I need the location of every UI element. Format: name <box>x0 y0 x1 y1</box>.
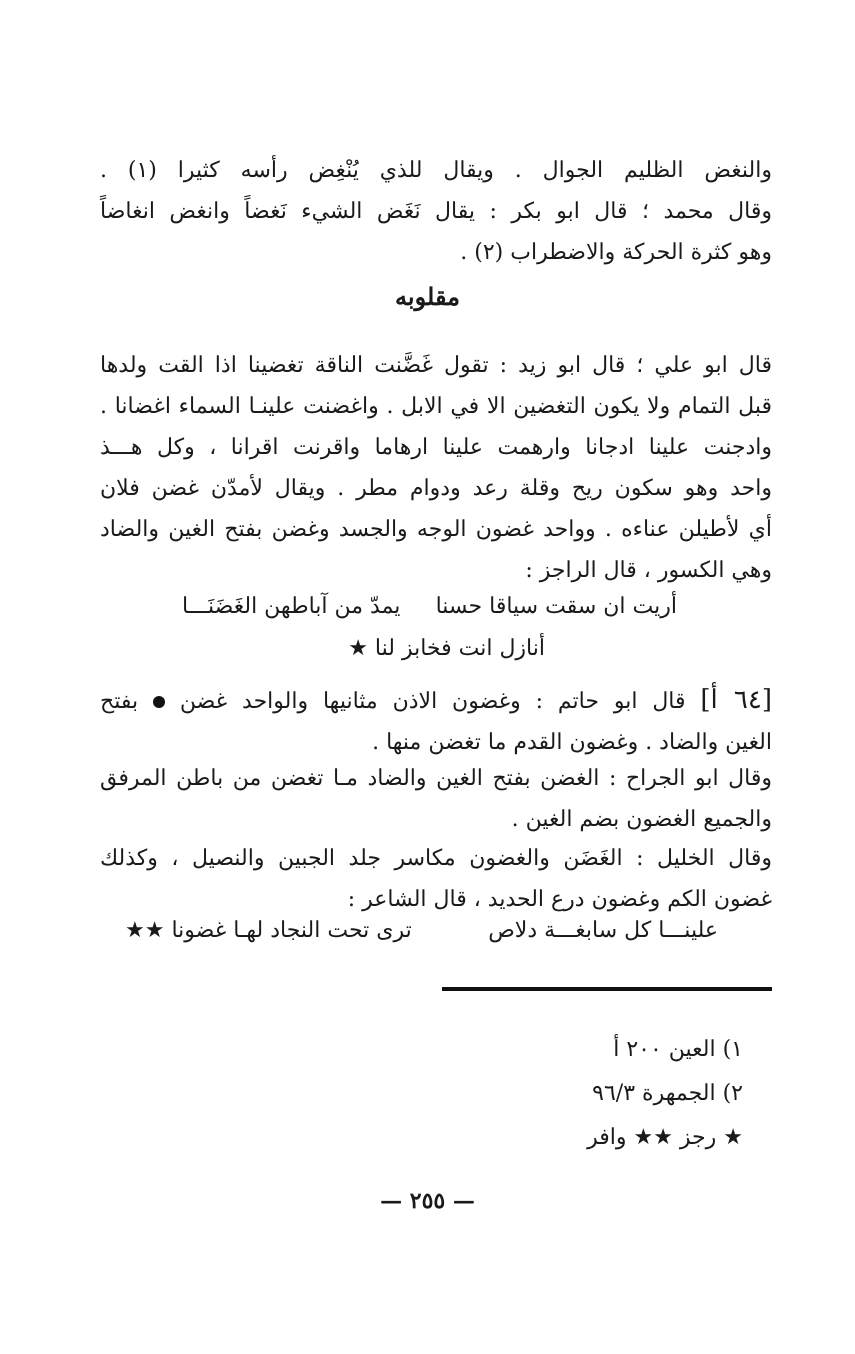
text-line: وقال الخليل : الغَضَن والغضون مكاسر جلد الجبين والنصيل ، وكذلك <box>100 846 772 871</box>
text-line <box>100 680 772 722</box>
text-line: قال ابو علي ؛ قال ابو زيد : تقول غَضَّنت الناقة تغضينا اذا القت ولدها <box>100 353 772 378</box>
footnote-item: ١) العين ٢٠٠ أ <box>613 1037 743 1062</box>
text-line: غضون الكم وغضون درع الحديد ، قال الشاعر : <box>347 887 772 912</box>
footnote-item: ★ رجز ★★ وافر <box>587 1125 743 1150</box>
text-line: والنغض الظليم الجوال . ويقال للذي يُنْغِض رأسه كثيرا (١) . <box>100 158 772 183</box>
text-line: وهي الكسور ، قال الراجز : <box>525 558 772 583</box>
text-line: وقال ابو الجراح : الغضن بفتح الغين والضاد مـا تغضن من باطن المرفق <box>100 766 772 791</box>
text-line: واحد وهو سكون ريح وقلة رعد ودوام مطر . ويقال لأمدّن غضن فلان <box>100 476 772 501</box>
footnotes <box>587 1028 743 1160</box>
text-span: قال ابو حاتم : وغضون الاذن مثانيها والواحد غضن <box>179 689 686 714</box>
paragraph-abu-jarrah <box>100 758 772 840</box>
bullet-dot-icon <box>153 696 165 708</box>
text-line: وهو كثرة الحركة والاضطراب (٢) . <box>460 240 772 265</box>
verse-line: أنازل انت فخابز لنا ★ <box>348 636 545 661</box>
intro-paragraph <box>100 150 772 273</box>
text-line: وقال محمد ؛ قال ابو بكر : يقال نَغَض الشيء نَغضاً وانغض انغاضاً <box>100 199 772 224</box>
verse-first-hemistich: أريت ان سقت سياقا حسنا <box>435 594 677 619</box>
text-line: الغين والضاد . وغضون القدم ما تغضن منها . <box>372 730 772 755</box>
page-number: — ٢٥٥ — <box>380 1188 475 1214</box>
section-heading: مقلوبه <box>395 282 460 311</box>
footnote-divider <box>442 987 772 991</box>
text-line: والجميع الغضون بضم الغين . <box>511 807 772 832</box>
text-span: بفتح <box>100 689 139 714</box>
verse-second-hemistich: يمدّ من آباطهن الغَضَنَـــا <box>182 594 401 619</box>
verse-first-hemistich: علينـــا كل سابغـــة دلاص <box>488 918 718 943</box>
paragraph-abu-hatim <box>100 680 772 763</box>
paragraph-abu-ali <box>100 345 772 591</box>
text-line: أي لأطيلن عناءه . وواحد غضون الوجه والجسد وغضن بفتح الغين والضاد <box>100 517 772 542</box>
folio-marker: [٦٤ أ] <box>700 685 773 715</box>
footnote-item: ٢) الجمهرة ٩٦/٣ <box>592 1081 743 1106</box>
text-line: قبل التمام ولا يكون التغضين الا في الابل . واغضنت علينـا السماء اغضانا . <box>100 394 772 419</box>
text-line: وادجنت علينا ادجانا وارهمت علينا ارهاما واقرنت اقرانا ، وكل هـــذ <box>100 435 772 460</box>
paragraph-khalil <box>100 838 772 920</box>
verse-second-hemistich: ترى تحت النجاد لهـا غضونا ★★ <box>125 918 412 943</box>
